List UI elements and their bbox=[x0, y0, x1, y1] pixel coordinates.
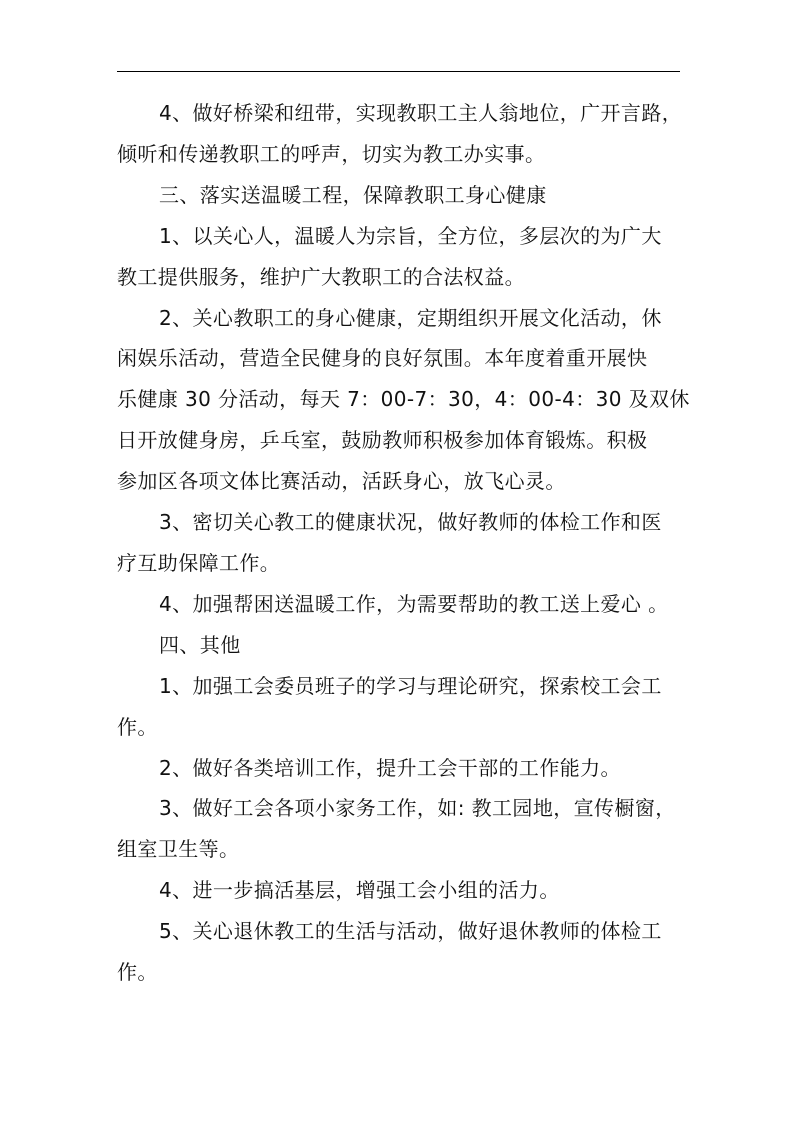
text-line: 1、加强工会委员班子的学习与理论研究，探索校工会工 bbox=[159, 673, 662, 698]
text-line: 4、进一步搞活基层，增强工会小组的活力。 bbox=[159, 878, 560, 903]
text-line: 乐健康 30 分活动，每天 7：00-7：30，4：00-4：30 及双休 bbox=[117, 387, 690, 412]
section-heading: 四、其他 bbox=[159, 632, 241, 657]
text-line: 1、以关心人，温暖人为宗旨，全方位，多层次的为广大 bbox=[159, 223, 662, 248]
section-heading: 三、落实送温暖工程，保障教职工身心健康 bbox=[159, 182, 547, 207]
text-line: 组室卫生等。 bbox=[117, 837, 240, 862]
text-line: 疗互助保障工作。 bbox=[117, 550, 281, 575]
document-body bbox=[117, 93, 690, 993]
text-line: 2、关心教职工的身心健康，定期组织开展文化活动，休 bbox=[159, 305, 662, 330]
text-line: 3、做好工会各项小家务工作，如: 教工园地，宣传橱窗， bbox=[159, 796, 676, 821]
text-line: 5、关心退休教工的生活与活动，做好退休教师的体检工 bbox=[159, 919, 662, 944]
text-line: 作。 bbox=[117, 714, 158, 739]
text-line: 闲娱乐活动，营造全民健身的良好氛围。本年度着重开展快 bbox=[117, 346, 648, 371]
text-line: 日开放健身房，乒乓室，鼓励教师积极参加体育锻炼。积极 bbox=[117, 428, 648, 453]
text-line: 参加区各项文体比赛活动，活跃身心，放飞心灵。 bbox=[117, 469, 566, 494]
text-line: 教工提供服务，维护广大教职工的合法权益。 bbox=[117, 264, 525, 289]
header-rule bbox=[117, 71, 680, 72]
text-line: 3、密切关心教工的健康状况，做好教师的体检工作和医 bbox=[159, 510, 662, 535]
text-line: 4、做好桥梁和纽带，实现教职工主人翁地位，广开言路， bbox=[159, 101, 683, 125]
text-line: 2、做好各类培训工作，提升工会干部的工作能力。 bbox=[159, 755, 621, 780]
text-line: 作。 bbox=[117, 960, 158, 985]
text-line: 4、加强帮困送温暖工作，为需要帮助的教工送上爱心 。 bbox=[159, 591, 669, 616]
text-line: 倾听和传递教职工的呼声，切实为教工办实事。 bbox=[117, 141, 546, 166]
